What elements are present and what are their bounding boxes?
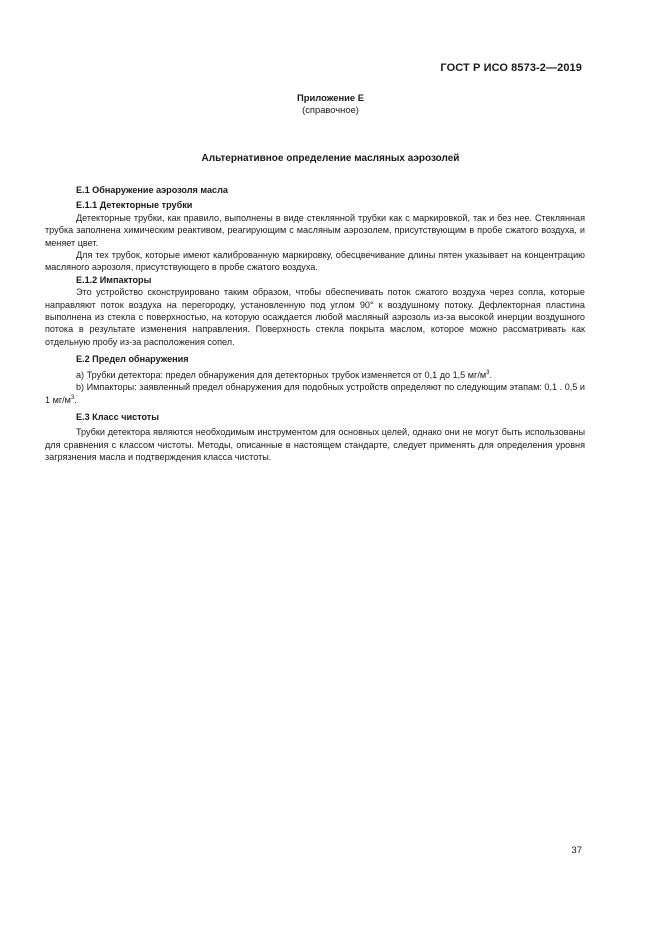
document-body [45, 184, 585, 464]
section-e11-heading: Е.1.1 Детекторные трубки [76, 200, 193, 211]
page-number: 37 [571, 845, 582, 856]
section-e1-heading: Е.1 Обнаружение аэрозоля масла [76, 185, 228, 195]
annex-label: Приложение Е [297, 92, 364, 103]
section-e12-heading: Е.1.2 Импакторы [76, 274, 152, 285]
section-e3-paragraph-1: Трубки детектора являются необходимым инструментом для основных целей, однако они не могут быть использованы для сравнения с классом чистоты. Методы, описанные в настоящем стандарте, следует применять для определения уровня загрязнения масла и подтверждения класса чистоты. [45, 427, 585, 463]
standard-code: ГОСТ Р ИСО 8573-2—2019 [440, 62, 582, 74]
section-e12-paragraph-1: Это устройство сконструировано таким образом, чтобы обеспечивать поток сжатого воздуха через сопла, которые направляют поток воздуха на перегородку, установленную под углом 90° к воздушному потоку. Дефлекторная пластина выполнена из стекла с поверхностью, на которую осаждается любой масляный аэрозоль из-за высокой инерции воздушного потока в результате изменения направления. Поверхность стекла покрыта маслом, которое можно рассматривать как отдельную пробу из-за расположения сопел. [45, 287, 585, 347]
section-e2-item-b: b) Импакторы: заявленный предел обнаружения для подобных устройств определяют по следующим этапам: 0,1 . 0,5 и 1 $мг/м^3$. [45, 382, 585, 405]
annex-header [0, 92, 661, 116]
annex-title: Альтернативное определение масляных аэрозолей [201, 153, 460, 164]
section-e11-paragraph-1: Детекторные трубки, как правило, выполнены в виде стеклянной трубки как с маркировкой, так и без нее. Стеклянная трубка заполнена химическим реактивом, реагирующим с масляным аэрозолем, присутствующим в пробе сжатого воздуха, и меняет цвет. [45, 212, 585, 248]
section-e2-heading: Е.2 Предел обнаружения [76, 354, 189, 365]
annex-type: (справочное) [302, 104, 359, 115]
section-e11-paragraph-2: Для тех трубок, которые имеют калиброванную маркировку, обесцвечивание длины пятен указывает на концентрацию масляного аэрозоля, присутствующего в пробе сжатого воздуха. [45, 250, 585, 273]
section-e2-item-a: a) Трубки детектора: предел обнаружения для детекторных трубок изменяется от 0,1 до 1,5 $мг/м^3$. [76, 369, 492, 380]
section-e3-heading: Е.3 Класс чистоты [76, 411, 160, 422]
